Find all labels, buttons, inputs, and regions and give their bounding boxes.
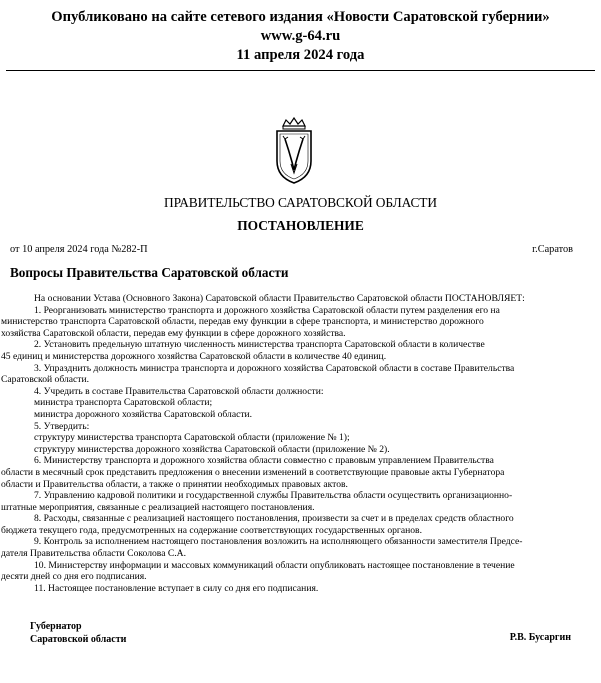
body-line: десяти дней со дня его подписания. [1,571,147,583]
document-type: ПОСТАНОВЛЕНИЕ [237,218,364,233]
document-body [1,293,576,594]
signature-position-line1: Губернатор [30,621,82,632]
body-line: структуру министерства дорожного хозяйства Саратовской области (приложение № 2). [34,443,390,455]
header-divider [6,70,595,71]
body-line: министерство транспорта Саратовской области, передав ему функции в сфере транспорта, и министерство дорожного [1,316,484,328]
body-line: 2. Установить предельную штатную численность министерства транспорта Саратовской области в количестве [34,339,485,351]
document-date-number: от 10 апреля 2024 года №282-П [10,244,148,255]
coat-of-arms-icon [269,117,319,185]
body-line: бюджета текущего года, предусмотренных на содержание соответствующих государственных органов. [1,524,422,536]
body-line: дателя Правительства области Соколова С.А. [1,548,186,560]
publication-header [0,8,601,65]
body-line: структуру министерства транспорта Саратовской области (приложение № 1); [34,432,350,444]
body-line: министра дорожного хозяйства Саратовской области. [34,408,253,420]
document-title: Вопросы Правительства Саратовской области [10,265,289,280]
government-name: ПРАВИТЕЛЬСТВО САРАТОВСКОЙ ОБЛАСТИ [164,195,437,210]
body-line: 9. Контроль за исполнением настоящего постановления возложить на исполняющего обязанности заместителя Предсе- [34,536,523,548]
body-line: 1. Реорганизовать министерство транспорта и дорожного хозяйства Саратовской области путем разделения его на [34,304,500,316]
body-line: 3. Упразднить должность министра транспорта и дорожного хозяйства Саратовской области в составе Правительства [34,362,515,374]
publication-notice: Опубликовано на сайте сетевого издания «Новости Саратовской губернии» [51,9,550,25]
body-line: На основании Устава (Основного Закона) Саратовской области Правительство Саратовской области ПОСТАНОВЛЯЕТ: [34,293,525,304]
signature-position-line2: Саратовской области [30,634,127,645]
body-line: области в месячный срок представить предложения о внесении изменений в соответствующие правовые акты Губернатора [1,466,505,478]
body-line: Саратовской области. [1,374,90,386]
document-city: г.Саратов [532,244,573,255]
body-line: 10. Министерству информации и массовых коммуникаций области опубликовать настоящее постановление в течение [34,559,515,571]
body-line: штатные мероприятия, связанные с реализацией настоящего постановления. [1,501,315,513]
body-line: 5. Утвердить: [34,420,90,432]
publication-date: 11 апреля 2024 года [236,47,365,63]
publication-url[interactable]: www.g-64.ru [260,28,341,44]
body-line: 8. Расходы, связанные с реализацией настоящего постановления, произвести за счет и в пределах средств областного [34,513,514,525]
body-line: хозяйства Саратовской области, передав ему функции в сфере дорожного хозяйства. [1,327,346,339]
body-line: 11. Настоящее постановление вступает в силу со дня его подписания. [34,582,319,594]
body-line: 4. Учредить в составе Правительства Саратовской области должности: [34,385,324,397]
body-line: области и Правительства области, а также о принятии необходимых правовых актов. [1,478,348,490]
signature-name: Р.В. Бусаргин [509,632,571,643]
body-line: 45 единиц и министерства дорожного хозяйства Саратовской области в количестве 40 единиц. [1,350,387,362]
body-line: 7. Управлению кадровой политики и государственной службы Правительства области осуществить организационно- [34,490,513,502]
body-line: 6. Министерству транспорта и дорожного хозяйства области совместно с правовым управлением Правительства [34,455,494,467]
body-line: министра транспорта Саратовской области; [34,397,213,409]
signature-position [30,620,126,646]
